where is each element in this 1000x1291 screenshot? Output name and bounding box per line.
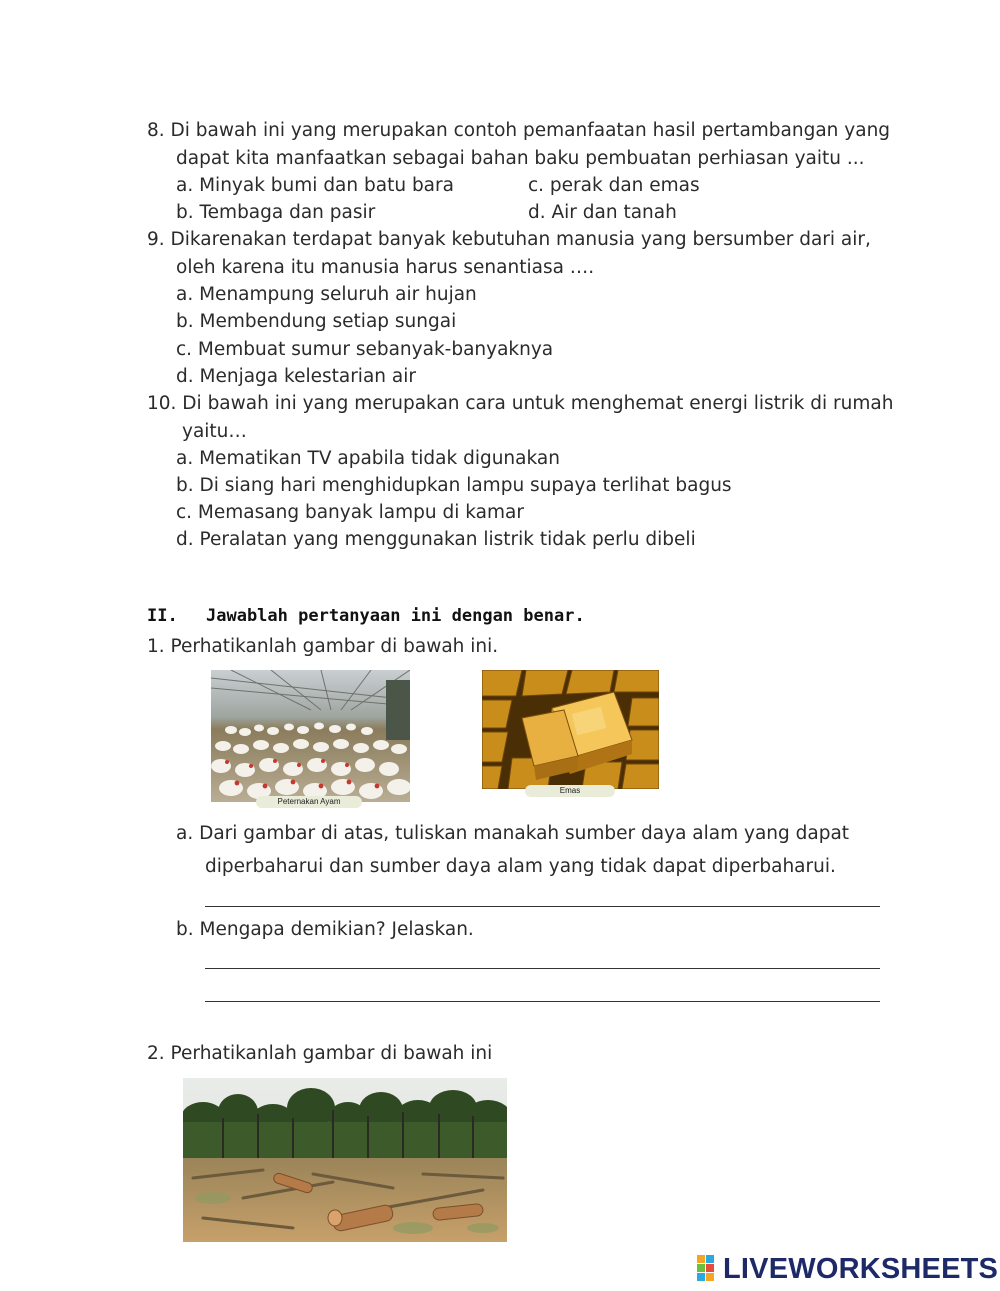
q9-stem-line2: oleh karena itu manusia harus senantiasa …. (176, 257, 595, 278)
q8-stem-line1: 8. Di bawah ini yang merupakan contoh pemanfaatan hasil pertambangan yang (147, 120, 891, 141)
q9-option-d[interactable]: d. Menjaga kelestarian air (176, 366, 416, 387)
chicken-farm-caption: Peternakan Ayam (256, 796, 362, 808)
gold-bars-caption: Emas (525, 785, 615, 797)
answer-line-b2[interactable] (205, 1001, 880, 1002)
answer-line-b1[interactable] (205, 968, 880, 969)
q9-option-c[interactable]: c. Membuat sumur sebanyak-banyaknya (176, 339, 554, 360)
answer-line-a[interactable] (205, 906, 880, 907)
q10-stem-line2: yaitu… (182, 421, 247, 442)
q9-option-b[interactable]: b. Membendung setiap sungai (176, 311, 457, 332)
section-title: Jawablah pertanyaan ini dengan benar. (206, 606, 585, 626)
deforestation-image (183, 1078, 507, 1242)
chicken-farm-image (211, 670, 410, 802)
q10-option-c[interactable]: c. Memasang banyak lampu di kamar (176, 502, 524, 523)
q8-option-a[interactable]: a. Minyak bumi dan batu bara (176, 175, 454, 196)
q9-stem-line1: 9. Dikarenakan terdapat banyak kebutuhan manusia yang bersumber dari air, (147, 229, 871, 250)
essay1-prompt: 1. Perhatikanlah gambar di bawah ini. (147, 636, 499, 657)
essay1-question-a-line2: diperbaharui dan sumber daya alam yang tidak dapat diperbaharui. (205, 856, 836, 877)
liveworksheets-logo-text: LIVEWORKSHEETS (723, 1252, 999, 1285)
liveworksheets-logo (697, 1253, 998, 1285)
q10-option-d[interactable]: d. Peralatan yang menggunakan listrik tidak perlu dibeli (176, 529, 696, 550)
q10-option-a[interactable]: a. Mematikan TV apabila tidak digunakan (176, 448, 560, 469)
q10-stem-line1: 10. Di bawah ini yang merupakan cara untuk menghemat energi listrik di rumah (147, 393, 894, 414)
q10-option-b[interactable]: b. Di siang hari menghidupkan lampu supaya terlihat bagus (176, 475, 732, 496)
liveworksheets-logo-icon (697, 1255, 723, 1283)
essay1-question-b: b. Mengapa demikian? Jelaskan. (176, 919, 474, 940)
q8-option-c[interactable]: c. perak dan emas (528, 175, 700, 196)
q8-option-b[interactable]: b. Tembaga dan pasir (176, 202, 376, 223)
gold-bars-image (482, 670, 659, 789)
section-number: II. (147, 606, 178, 626)
q8-stem-line2: dapat kita manfaatkan sebagai bahan baku pembuatan perhiasan yaitu ... (176, 148, 865, 169)
essay1-question-a-line1: a. Dari gambar di atas, tuliskan manakah sumber daya alam yang dapat (176, 823, 850, 844)
q8-option-d[interactable]: d. Air dan tanah (528, 202, 677, 223)
essay2-prompt: 2. Perhatikanlah gambar di bawah ini (147, 1043, 493, 1064)
q9-option-a[interactable]: a. Menampung seluruh air hujan (176, 284, 477, 305)
